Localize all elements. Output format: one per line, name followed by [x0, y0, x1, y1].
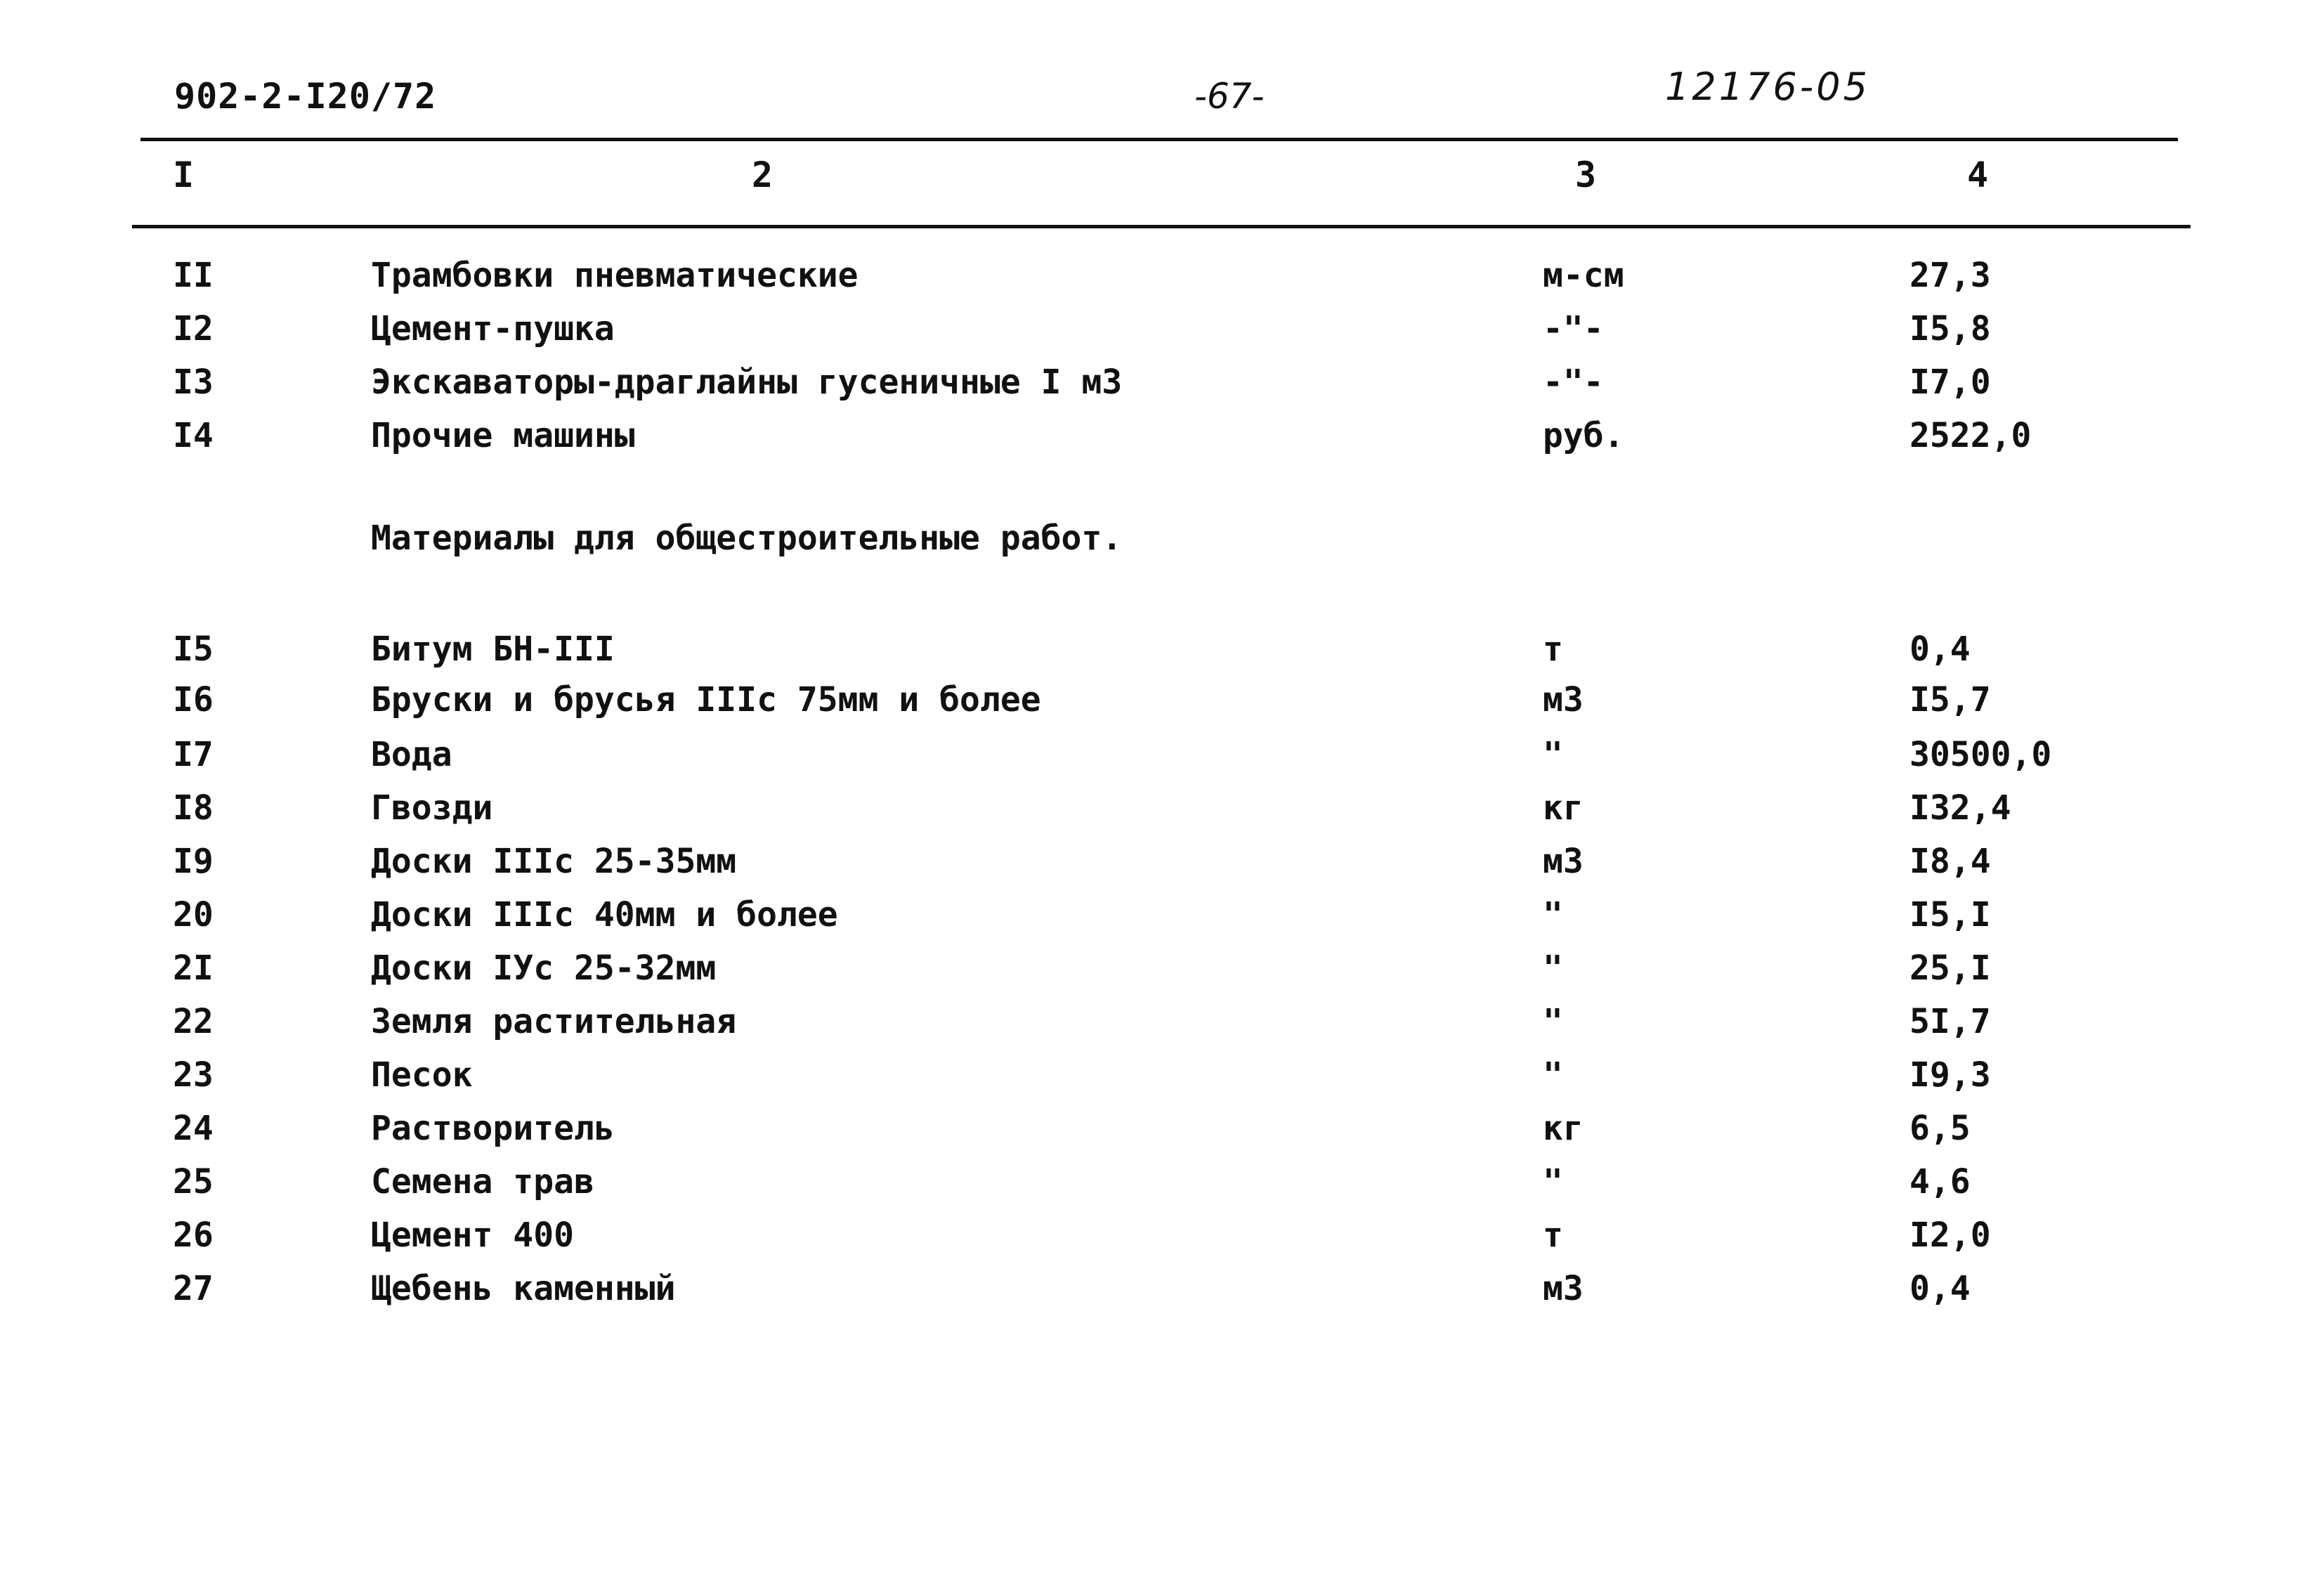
row-unit: " — [1543, 1162, 1563, 1201]
table-row — [0, 630, 2324, 679]
table-row — [0, 256, 2324, 305]
row-name: Битум БН-III — [371, 630, 615, 669]
row-unit: м3 — [1543, 842, 1584, 881]
row-unit: " — [1543, 895, 1563, 934]
row-name: Доски IУс 25-32мм — [371, 949, 717, 988]
row-number: I7 — [173, 735, 214, 774]
document-code: 902-2-I20/72 — [174, 76, 437, 117]
row-number: I6 — [173, 680, 214, 719]
row-number: I8 — [173, 788, 214, 828]
column-header-3: 3 — [1575, 155, 1597, 195]
row-unit: т — [1543, 1216, 1563, 1255]
table-row — [0, 1162, 2324, 1211]
row-quantity: 6,5 — [1910, 1109, 1971, 1148]
row-quantity: 0,4 — [1910, 1269, 1971, 1308]
row-quantity: 30500,0 — [1910, 735, 2052, 774]
row-number: I5 — [173, 630, 214, 669]
table-row — [0, 1109, 2324, 1158]
header-bottom-rule — [132, 225, 2191, 228]
table-row — [0, 788, 2324, 838]
table-row — [0, 1055, 2324, 1105]
row-name: Бруски и брусья IIIс 75мм и более — [371, 680, 1041, 719]
column-header-4: 4 — [1967, 155, 1989, 195]
row-quantity: I5,7 — [1910, 680, 1991, 719]
row-number: I2 — [173, 309, 214, 349]
row-name: Земля растительная — [371, 1002, 737, 1041]
row-number: 26 — [173, 1216, 214, 1255]
row-number: 25 — [173, 1162, 214, 1201]
table-row — [0, 842, 2324, 891]
table-row — [0, 416, 2324, 465]
table-row — [0, 1216, 2324, 1265]
row-unit: м3 — [1543, 680, 1584, 719]
row-quantity: 27,3 — [1910, 256, 1991, 295]
row-unit: кг — [1543, 1109, 1584, 1148]
row-quantity: 25,I — [1910, 949, 1991, 988]
row-number: 22 — [173, 1002, 214, 1041]
row-number: 2I — [173, 949, 214, 988]
row-name: Растворитель — [371, 1109, 615, 1148]
table-row — [0, 895, 2324, 944]
row-quantity: I5,8 — [1910, 309, 1991, 349]
row-name: Доски IIIс 40мм и более — [371, 895, 838, 934]
table-row — [0, 309, 2324, 358]
row-number: II — [173, 256, 214, 295]
row-number: I9 — [173, 842, 214, 881]
row-name: Цемент 400 — [371, 1216, 574, 1255]
row-unit: руб. — [1543, 416, 1624, 455]
row-name: Вода — [371, 735, 452, 774]
row-number: 27 — [173, 1269, 214, 1308]
row-quantity: 5I,7 — [1910, 1002, 1991, 1041]
table-row — [0, 680, 2324, 729]
row-quantity: 0,4 — [1910, 630, 1971, 669]
row-name: Щебень каменный — [371, 1269, 676, 1308]
table-row — [0, 1269, 2324, 1318]
row-quantity: I2,0 — [1910, 1216, 1991, 1255]
column-header-2: 2 — [752, 155, 773, 195]
row-quantity: I8,4 — [1910, 842, 1991, 881]
row-quantity: I7,0 — [1910, 363, 1991, 402]
table-row — [0, 1002, 2324, 1051]
row-quantity: I5,I — [1910, 895, 1991, 934]
row-unit: м3 — [1543, 1269, 1584, 1308]
row-name: Цемент-пушка — [371, 309, 615, 349]
row-number: I4 — [173, 416, 214, 455]
section-title: Материалы для общестроительные работ. — [371, 519, 1123, 558]
row-number: 23 — [173, 1055, 214, 1095]
header-top-rule — [141, 138, 2178, 141]
archive-number: 12176-05 — [1665, 65, 1870, 109]
page-number: -67- — [1194, 76, 1265, 117]
row-unit: " — [1543, 735, 1563, 774]
row-unit: -"- — [1543, 363, 1604, 402]
table-row — [0, 949, 2324, 998]
row-name: Доски IIIс 25-35мм — [371, 842, 737, 881]
row-unit: т — [1543, 630, 1563, 669]
row-quantity: I32,4 — [1910, 788, 2011, 828]
table-row — [0, 735, 2324, 784]
row-number: I3 — [173, 363, 214, 402]
row-name: Гвозди — [371, 788, 493, 828]
row-quantity: I9,3 — [1910, 1055, 1991, 1095]
column-header-1: I — [173, 155, 195, 195]
row-name: Семена трав — [371, 1162, 594, 1201]
row-unit: -"- — [1543, 309, 1604, 349]
row-unit: " — [1543, 949, 1563, 988]
table-row — [0, 363, 2324, 412]
row-unit: кг — [1543, 788, 1584, 828]
row-name: Экскаваторы-драглайны гусеничные I м3 — [371, 363, 1123, 402]
row-unit: " — [1543, 1055, 1563, 1095]
row-quantity: 2522,0 — [1910, 416, 2032, 455]
row-unit: м-см — [1543, 256, 1624, 295]
row-unit: " — [1543, 1002, 1563, 1041]
row-name: Прочие машины — [371, 416, 635, 455]
row-name: Трамбовки пневматические — [371, 256, 859, 295]
row-name: Песок — [371, 1055, 473, 1095]
row-number: 24 — [173, 1109, 214, 1148]
row-quantity: 4,6 — [1910, 1162, 1971, 1201]
row-number: 20 — [173, 895, 214, 934]
